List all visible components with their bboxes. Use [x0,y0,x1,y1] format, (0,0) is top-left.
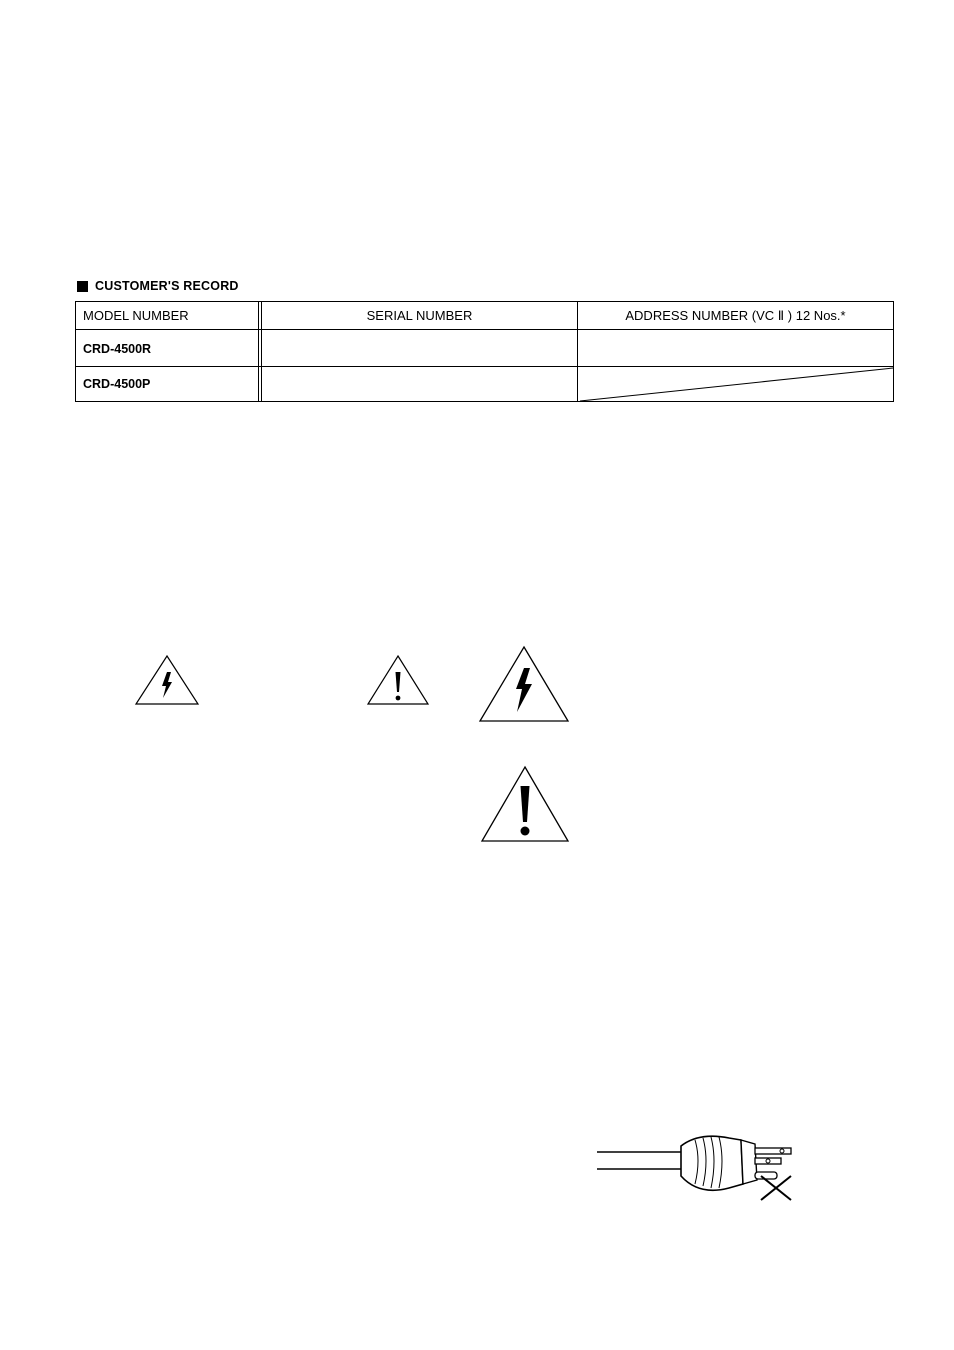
serial-number-field[interactable] [262,330,577,366]
lightning-warning-icon [477,644,571,724]
address-number-field[interactable] [578,330,893,366]
customer-record-heading [77,278,239,294]
header-model-number: MODEL NUMBER [83,308,189,323]
lightning-warning-icon [134,654,200,706]
header-serial-number: SERIAL NUMBER [366,308,473,323]
exclamation-warning-icon [479,764,571,844]
table-row-model-crd-4500p: CRD-4500P [83,377,151,391]
table-row-model-crd-4500r: CRD-4500R [83,342,152,356]
not-applicable-diagonal [578,367,894,402]
exclamation-warning-icon [366,654,430,706]
three-prong-plug-icon [595,1128,805,1203]
serial-number-field[interactable] [262,367,577,401]
header-address-number: ADDRESS NUMBER (VC Ⅱ ) 12 Nos.* [625,307,846,323]
column-divider [258,302,259,401]
customer-record-table [75,301,894,402]
customer-record-title: CUSTOMER'S RECORD [95,279,239,293]
square-bullet-icon [77,281,88,292]
